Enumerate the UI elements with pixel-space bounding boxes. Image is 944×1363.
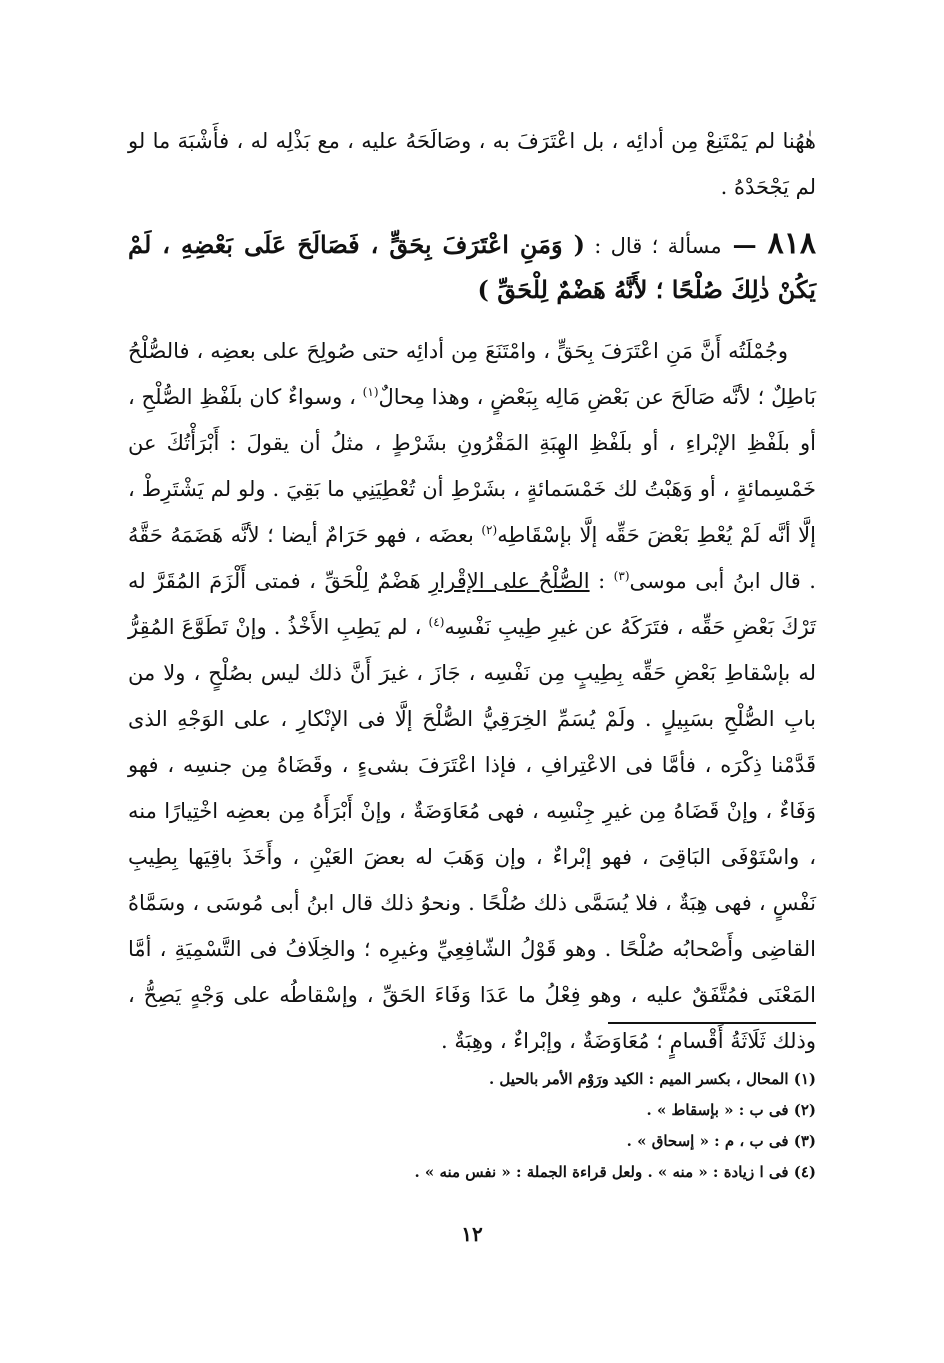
main-text-2: ، وسواءٌ كان بلَفْظِ الصُّلْحِ ، أو بلَفْظِ الإبْراءِ ، أو بلَفْظِ الهِبَةِ المَقْرُونِ بشَرْطٍ ، مثلُ أن يقولَ : أَبْرَأْتُكَ عن خَمْسِمائةٍ ، أو وَهَبْتُ لك خَمْسَمائةٍ ، بشَرْطِ أن تُعْطِيَنِي ما بَقِيَ . ولو لم يَشْتَرِطْ ، إلَّا أنَّه لَمْ يُعْطِ بَعْضَ حَقِّه إلَّا بإسْقَاطِه xyxy=(128,385,816,547)
footnote-3: (٣) فى ب ، م : « إسحاق » . xyxy=(626,1132,816,1150)
body-text xyxy=(128,118,816,1064)
footnote-4: (٤) فى ا زيادة : « منه » . ولعل قراءة الجملة : « نفس منه » . xyxy=(414,1163,816,1181)
footnote-2: (٢) فى ب : « بإسقاط » . xyxy=(646,1101,816,1119)
intro-paragraph: هٰهُنا لم يَمْتَنِعْ مِن أدائِه ، بل اعْتَرَفَ به ، وصَالَحَهُ عليه ، مع بَذْلِه له ، فأَشْبَهَ ما لو لم يَجْحَدْهُ . xyxy=(128,129,816,199)
issue-dash: — xyxy=(721,230,768,259)
footnote-separator xyxy=(608,1022,816,1024)
main-text-1: وجُمْلَتُه أَنَّ مَنِ اعْتَرَفَ بِحَقٍّ ، وامْتَنَعَ مِن أدائِه حتى صُولِحَ على بعضِه ، فالصُّلْحُ بَاطِلٌ ؛ لأنَّه صَالَحَ عن بَعْضِ مَالِه بِبَعْضٍ ، وهذا مِحالٌ xyxy=(128,339,816,409)
footnote-ref-2: (٢) xyxy=(481,523,498,537)
footnotes xyxy=(128,1064,816,1188)
issue-text: ( وَمَنِ اعْتَرَفَ بِحَقٍّ ، فَصَالَحَ عَلَى بَعْضِهِ ، لَمْ يَكُنْ ذٰلِكَ صُلْحًا ؛ لأَنَّهُ هَضْمٌ لِلْحَقِّ ) xyxy=(128,230,816,304)
issue-number: ٨١٨ xyxy=(767,226,816,261)
main-text-3: بعضَه ، فهو حَرَامٌ أيضا ؛ لأنَّه هَضَمَهُ حَقَّهُ . قال ابنُ أبى موسى xyxy=(128,523,816,593)
main-text-5: هَضْمٌ لِلْحَقِّ ، فمتى أَلْزَمَ المُقَرَّ له تَرْكَ بَعْضِ حَقِّه ، فتَرَكَهُ عن غيرِ طِيبِ نَفْسِه xyxy=(128,569,817,639)
issue-label: مسألة ؛ قال : xyxy=(584,234,722,258)
footnote-ref-1: (١) xyxy=(362,385,379,399)
main-paragraph xyxy=(128,328,816,1064)
page-number: ١٢ xyxy=(461,1222,483,1246)
footnote-ref-3: (٣) xyxy=(613,569,630,583)
main-text-6: ، لم يَطِبِ الأَخْذُ . وإنْ تَطَوَّعَ المُقِرُّ له بإسْقاطِ بَعْضِ حَقِّه بِطِيبٍ مِن نَفْسِه ، جَازَ ، غيرَ أَنَّ ذلك ليس بصُلْحٍ ، ولا من بابِ الصُّلْحِ بسَبِيلٍ . ولَمْ يُسَمِّ الخِرَقِيُّ الصُّلْحَ إلَّا فى الإنْكارِ ، على الوَجْهِ الذى قَدَّمْنا ذِكْرَه ، فأمَّا فى الاعْتِرافِ ، فإذا اعْتَرَفَ بشىءٍ ، وقَضَاهُ مِن جنسِه ، فهو وَفَاءٌ ، وإنْ قَضَاهُ مِن غيرِ جِنْسِه ، فهى مُعَاوَضَةٌ ، وإنْ أَبْرَأَهُ مِن بعضِه اخْتِيارًا منه ، واسْتَوْفَى البَاقِىَ ، فهو إبْراءٌ ، وإن وَهَبَ له بعضَ العَيْنِ ، وأَخَذَ باقِيَها بِطِيبِ نَفْسٍ ، فهى هِبَةٌ ، فلا يُسَمَّى ذلك صُلْحًا . ونحوُ ذلك قال ابنُ أبى مُوسَى ، وسَمَّاهُ القاضِى وأَصْحابُه صُلْحًا . وهو قَوْلُ الشّافِعِيِّ وغيرِه ؛ والخِلَافُ فى التَّسْمِيَةِ ، أمَّا المَعْنَى فمُتَّفَقٌ عليه ، وهو فِعْلُ ما عَدَا وَفَاءَ الحَقِّ ، وإسْقاطُه على وَجْهٍ يَصِحُّ ، وذلك ثَلَاثَةُ أَقْسامٍ ؛ مُعَاوَضَةٌ ، وإبْراءٌ ، وهِبَةٌ . xyxy=(128,615,816,1053)
underlined-phrase: الصُّلْحُ على الإقْرارِ xyxy=(429,569,590,593)
footnote-ref-4: (٤) xyxy=(428,615,445,629)
issue-heading xyxy=(128,222,816,312)
footnote-1: (١) المحال ، بكسر الميم : الكيد ورَوْم الأمر بالحيل . xyxy=(488,1070,816,1088)
main-text-4: : xyxy=(589,569,614,593)
